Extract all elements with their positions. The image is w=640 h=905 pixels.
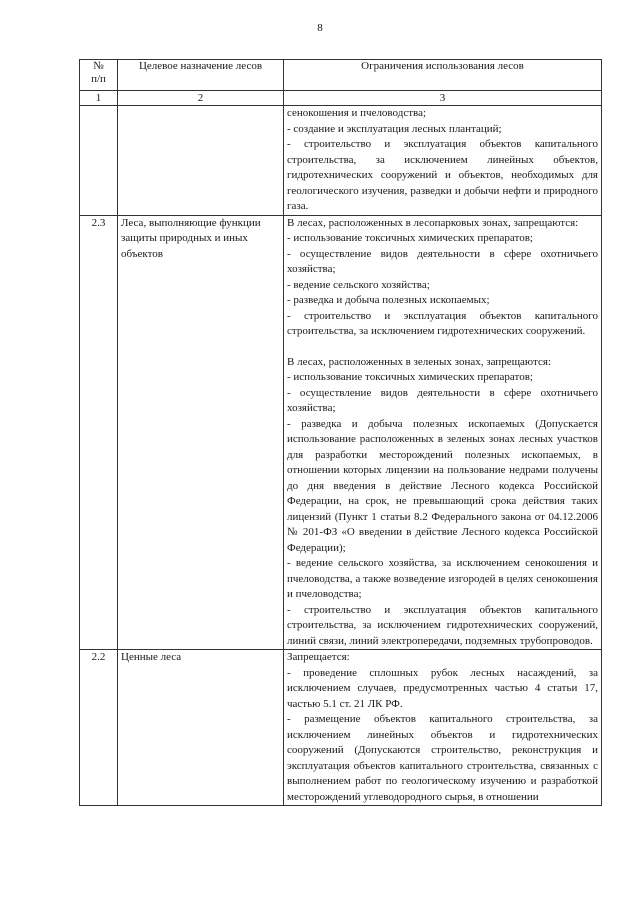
header-purpose: Целевое назначение лесов (118, 60, 284, 91)
row-restrictions (284, 650, 602, 806)
restriction-line: В лесах, расположенных в зеленых зонах, запрещаются: (287, 355, 551, 368)
row-restrictions (284, 106, 602, 216)
row-number: 2.2 (80, 650, 118, 806)
restriction-line: - использование токсичных химических препаратов; (287, 232, 533, 244)
restriction-line: - строительство и эксплуатация объектов капитального строительства, за исключением линейных объектов, гидротехнических сооружений и объектов, необходимых для геологического изучения, разведки и добычи нефти и природного газа. (287, 138, 598, 212)
restriction-line: В лесах, расположенных в лесопарковых зонах, запрещаются: (287, 216, 579, 229)
row-restrictions (284, 215, 602, 650)
restriction-line: - создание и эксплуатация лесных плантаций; (287, 122, 502, 135)
restriction-line: - использование токсичных химических препаратов; (287, 371, 533, 383)
table-header-row (80, 60, 602, 91)
restriction-line: - осуществление видов деятельности в сфере охотничьего хозяйства; (287, 247, 598, 275)
restriction-line: - строительство и эксплуатация объектов капитального строительства, за исключением гидротехнических сооружений, линий связи, линий электропередачи, подземных трубопроводов. (287, 603, 598, 647)
restriction-line: - ведение сельского хозяйства, за исключением сенокошения и пчеловодства, а также возведение изгородей в целях сенокошения и пчеловодства; (287, 557, 598, 600)
header-restrictions: Ограничения использования лесов (284, 60, 602, 91)
page-number: 8 (317, 22, 323, 34)
restriction-line: - разведка и добыча полезных ископаемых (Допускается использование расположенных в зеленых зонах лесных участков для разработки месторождений полезных ископаемых, в отношении которых лицензии на пользование недрами получены до дня введения в действие Лесного кодекса Российской Федерации, на срок, не превышающий срока действия таких лицензий (Пункт 1 статьи 8.2 Федерального закона от 04.12.2006 № 201-ФЗ «О введении в действие Лесного кодекса Российской Федерации); (287, 417, 598, 554)
forest-restrictions-table (79, 59, 602, 806)
column-number: 1 (80, 91, 118, 106)
restriction-line: - осуществление видов деятельности в сфере охотничьего хозяйства; (287, 386, 598, 414)
restriction-line: - разведка и добыча полезных ископаемых; (287, 294, 490, 306)
row-purpose: Ценные леса (118, 650, 284, 806)
restriction-line: - ведение сельского хозяйства; (287, 278, 430, 291)
row-number: 2.3 (80, 215, 118, 650)
column-number: 3 (284, 91, 602, 106)
restriction-line: - размещение объектов капитального строительства, за исключением линейных объектов и гидротехнических сооружений (Допускаются строительство, реконструкция и эксплуатация объектов капитального строительства, связанных с выполнением работ по геологическому изучению и разработкой месторождений углеводородного сырья, в отношении (287, 713, 598, 803)
row-purpose: Леса, выполняющие функции защиты природных и иных объектов (118, 215, 284, 650)
column-number: 2 (118, 91, 284, 106)
table-row (80, 106, 602, 216)
restriction-line: - проведение сплошных рубок лесных насаждений, за исключением случаев, предусмотренных частью 4 статьи 17, частью 5.1 ст. 21 ЛК РФ. (287, 666, 598, 710)
row-purpose (118, 106, 284, 216)
restriction-line: сенокошения и пчеловодства; (287, 107, 427, 119)
row-number (80, 106, 118, 216)
table-row (80, 215, 602, 650)
restriction-line: Запрещается: (287, 651, 350, 663)
table-row (80, 650, 602, 806)
restriction-line: - строительство и эксплуатация объектов капитального строительства, за исключением гидротехнических сооружений. (287, 309, 598, 337)
column-number-row (80, 91, 602, 106)
paragraph-gap (287, 340, 598, 355)
header-number: № п/п (80, 60, 118, 91)
